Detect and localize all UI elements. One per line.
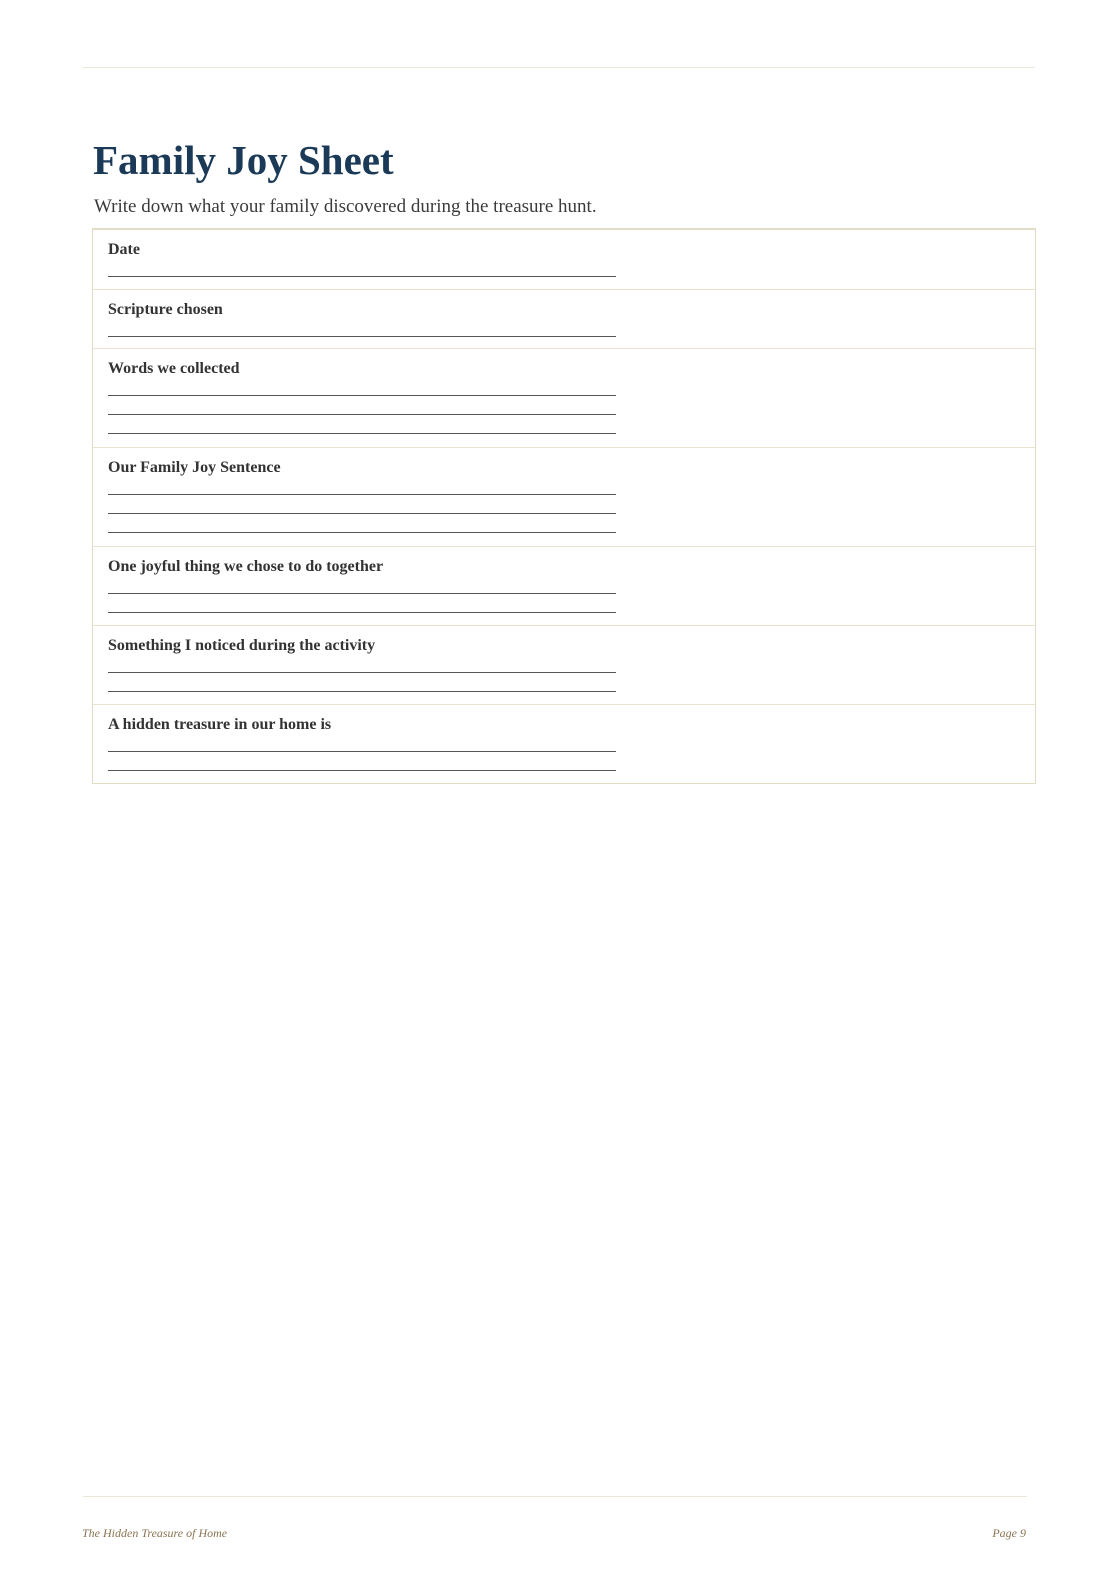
write-line[interactable] xyxy=(108,770,616,771)
form-row-joyful-thing xyxy=(93,546,1035,625)
form-row-hidden-treasure xyxy=(93,704,1035,783)
form-row-scripture xyxy=(93,289,1035,348)
header-divider xyxy=(83,67,1035,68)
write-line[interactable] xyxy=(108,691,616,692)
write-line[interactable] xyxy=(108,513,616,514)
page-subtitle: Write down what your family discovered during the treasure hunt. xyxy=(94,196,597,217)
footer-divider xyxy=(83,1496,1027,1497)
write-line[interactable] xyxy=(108,612,616,613)
form-row-noticed xyxy=(93,625,1035,704)
row-label: One joyful thing we chose to do together xyxy=(108,558,384,575)
row-label: Scripture chosen xyxy=(108,301,223,318)
write-line[interactable] xyxy=(108,433,616,434)
form-row-joy-sentence xyxy=(93,447,1035,546)
row-label: Something I noticed during the activity xyxy=(108,637,376,654)
write-line[interactable] xyxy=(108,395,616,396)
write-line[interactable] xyxy=(108,494,616,495)
footer-book-title: The Hidden Treasure of Home xyxy=(82,1526,228,1540)
write-line[interactable] xyxy=(108,532,616,533)
form-row-words xyxy=(93,348,1035,447)
footer-page-number: Page 9 xyxy=(992,1526,1026,1540)
form-row-date xyxy=(93,230,1035,289)
write-line[interactable] xyxy=(108,276,616,277)
page-title: Family Joy Sheet xyxy=(93,137,394,183)
write-line[interactable] xyxy=(108,593,616,594)
write-line[interactable] xyxy=(108,414,616,415)
row-label: Our Family Joy Sentence xyxy=(108,459,281,476)
write-line[interactable] xyxy=(108,751,616,752)
joy-sheet-form xyxy=(92,228,1036,784)
row-label: Date xyxy=(108,241,140,258)
write-line[interactable] xyxy=(108,336,616,337)
write-line[interactable] xyxy=(108,672,616,673)
row-label: A hidden treasure in our home is xyxy=(108,716,332,733)
row-label: Words we collected xyxy=(108,360,240,377)
